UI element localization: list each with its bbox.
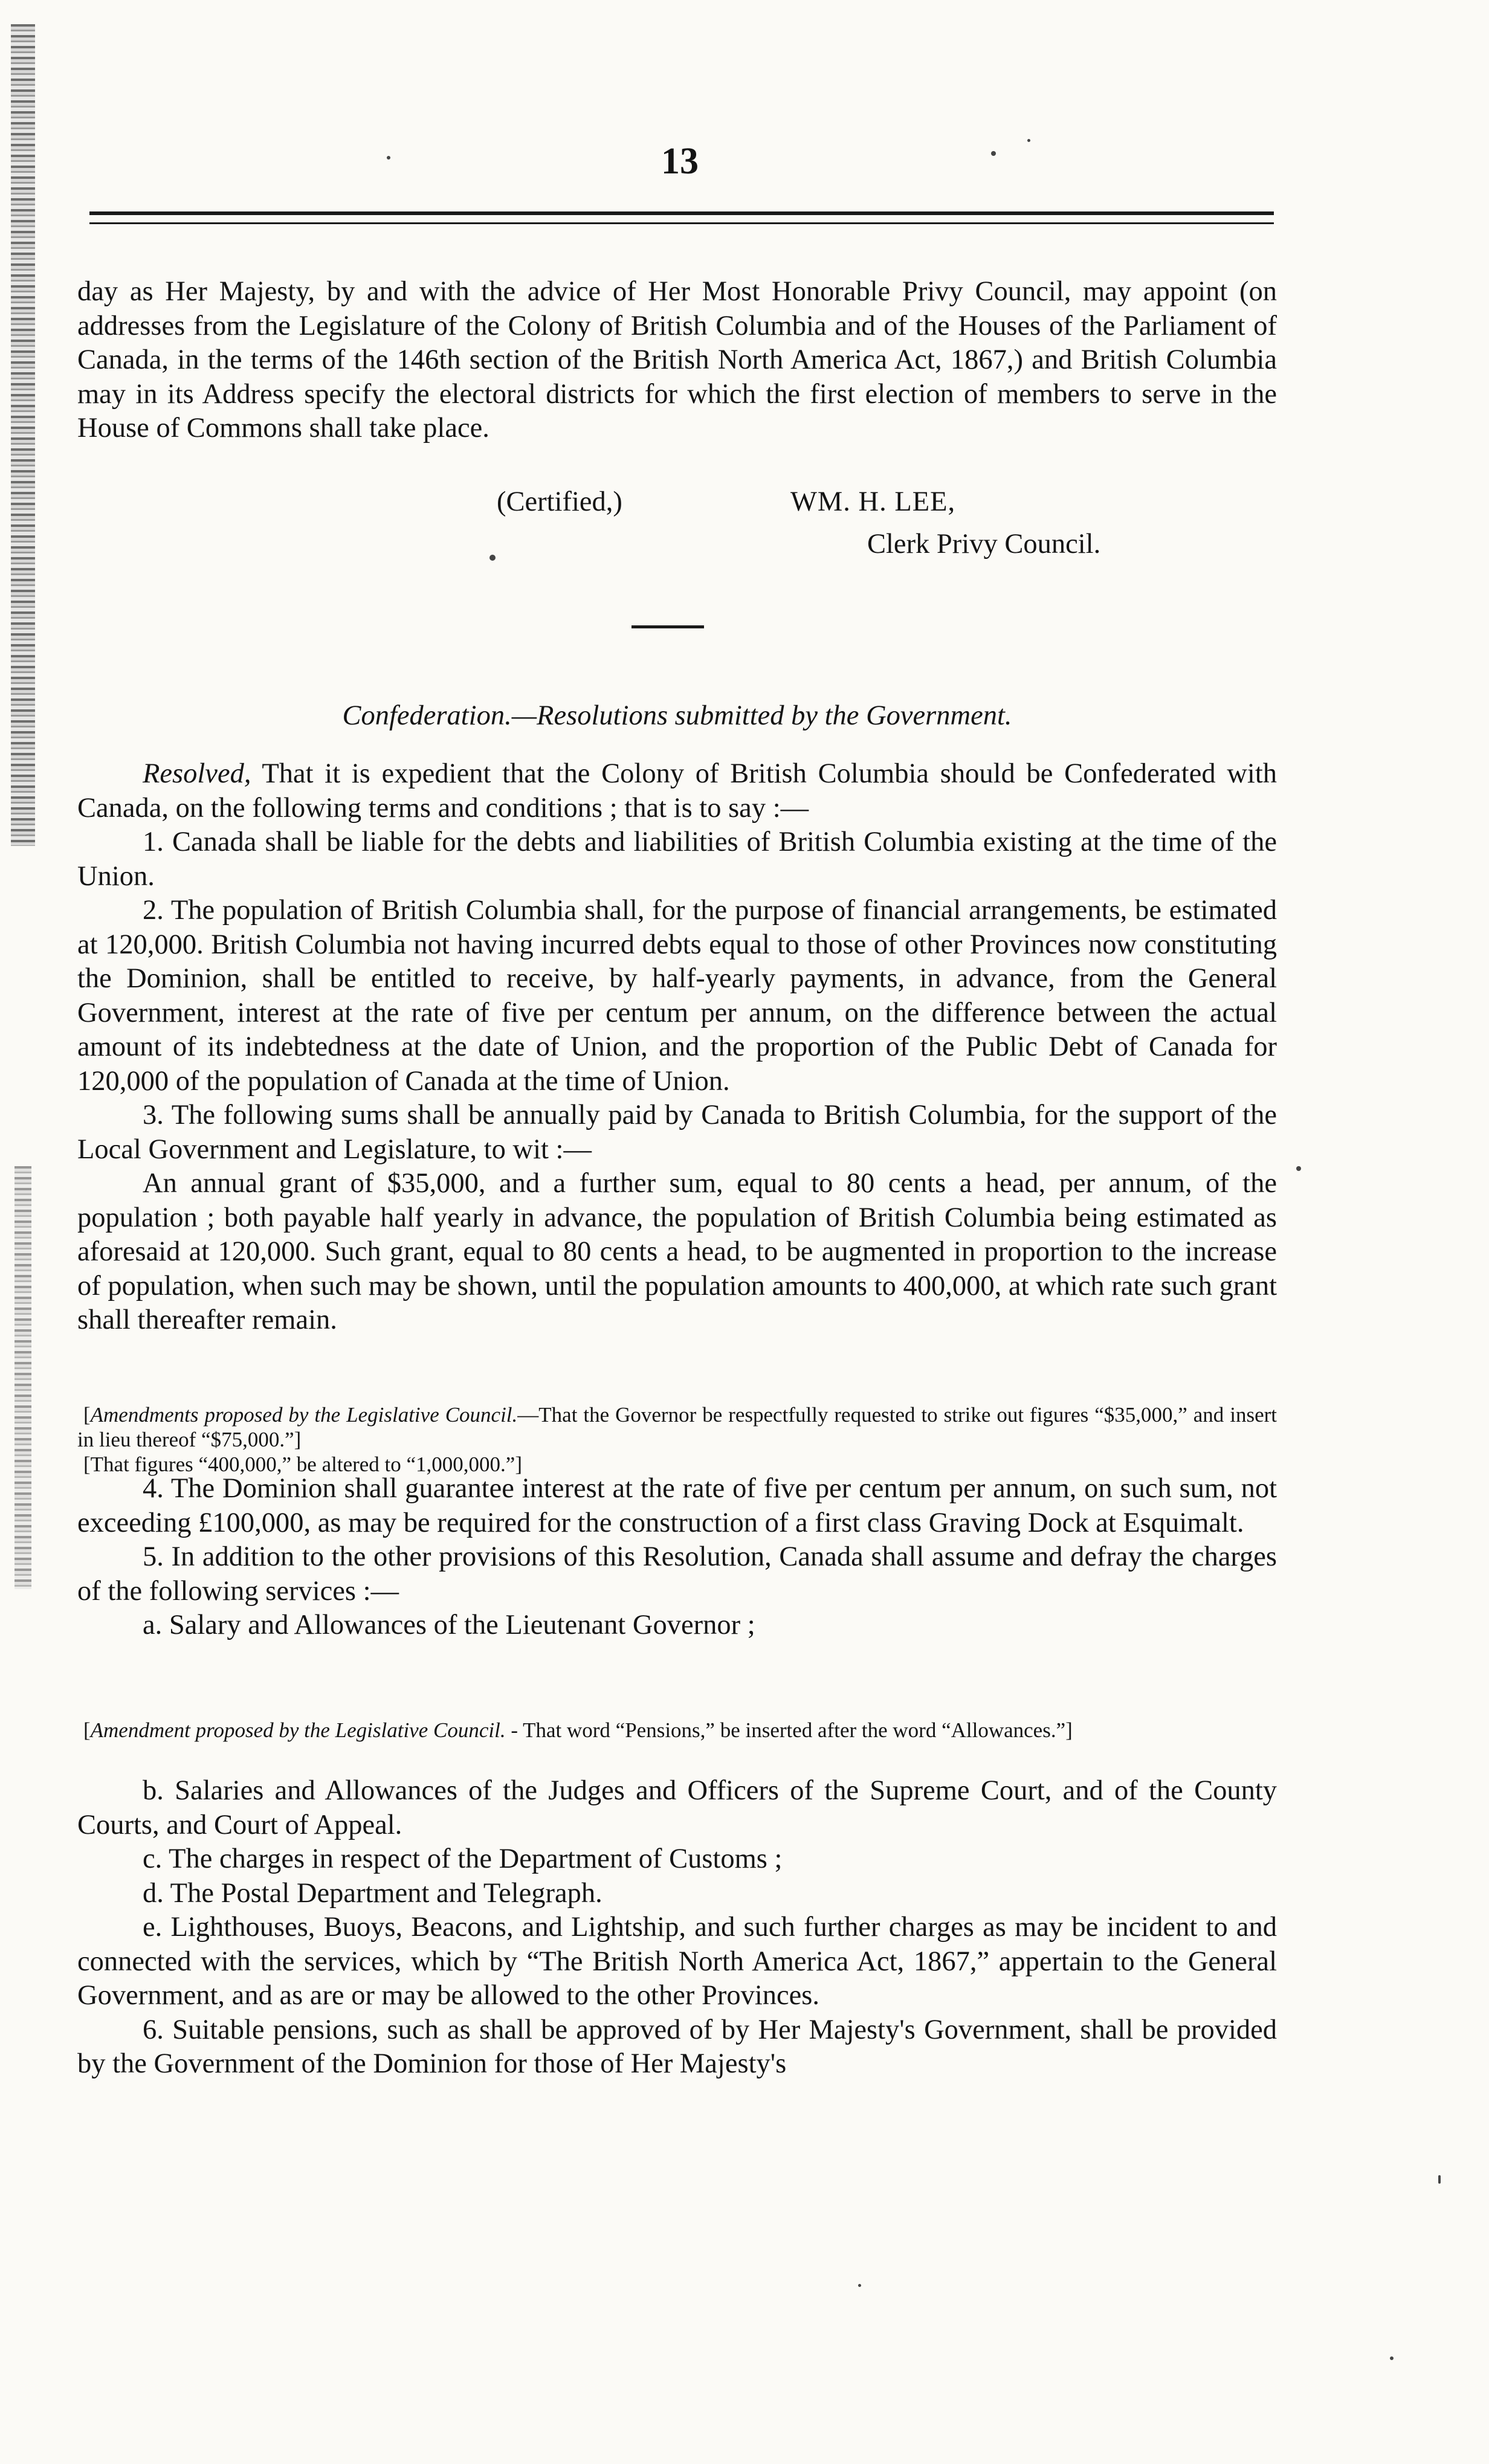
amendment-council-lead: Amendments proposed by the Legislative Council. [90, 1403, 518, 1427]
scan-speck [1296, 1166, 1301, 1171]
opening-paragraph: day as Her Majesty, by and with the advice of Her Most Honorable Privy Council, may appoint (on addresses from the Legislature of the Colony of British Columbia and of the Houses of the Parliament of Canada, in the terms of the 146th section of the British North America Act, 1867,) and British Columbia may in its Address specify the electoral districts for which the first election of members to serve in the House of Commons shall take place. [77, 276, 1277, 443]
amendment-pensions-block [77, 1718, 1277, 1743]
scan-speck [991, 151, 996, 156]
service-b: b. Salaries and Allowances of the Judges and Officers of the Supreme Court, and of the County Courts, and Court of Appeal. [77, 1775, 1277, 1840]
resolution-preamble-text: That it is expedient that the Colony of British Columbia should be Confederated with Canada, on the following terms and conditions ; that is to say :— [77, 758, 1277, 824]
amendments-council-block [77, 1402, 1277, 1477]
resolution-5: 5. In addition to the other provisions of this Resolution, Canada shall assume and defray the charges of the following services :— [77, 1541, 1277, 1607]
resolution-3: 3. The following sums shall be annually paid by Canada to British Columbia, for the support of the Local Government and Legislature, to wit :— [77, 1100, 1277, 1165]
scan-speck [858, 2284, 861, 2287]
scan-speck [1390, 2356, 1394, 2360]
amendment-pensions-lead: Amendment proposed by the Legislative Council. [90, 1718, 506, 1742]
scan-speck [489, 555, 496, 561]
service-e: e. Lighthouses, Buoys, Beacons, and Lightship, and such further charges as may be incident to and connected with the services, which by “The British North America Act, 1867,” appertain to the General Government, and as are or may be allowed to the other Provinces. [77, 1912, 1277, 2011]
amendment-council-text: —That the Governor be respectfully requested to strike out figures “$35,000,” and insert in lieu thereof “$75,000.”] [77, 1403, 1277, 1451]
service-c: c. The charges in respect of the Department of Customs ; [143, 1843, 783, 1874]
signatory-title: Clerk Privy Council. [867, 529, 1101, 560]
service-d: d. The Postal Department and Telegraph. [143, 1877, 602, 1909]
opening-paragraph-block [77, 275, 1277, 446]
page-number: 13 [661, 141, 699, 182]
section-heading: Confederation.—Resolutions submitted by the Government. [342, 700, 1012, 731]
service-a: a. Salary and Allowances of the Lieutenant Governor ; [143, 1610, 755, 1640]
resolution-preamble [77, 757, 1277, 825]
resolution-3-grant: An annual grant of $35,000, and a further sum, equal to 80 cents a head, per annum, of the population ; both payable half yearly in advance, the population of British Columbia being estimated as aforesaid at 120,000. Such grant, equal to 80 cents a head, to be augmented in proportion to the increase of population, when such may be shown, until the population amounts to 400,000, at which rate such grant shall thereafter remain. [77, 1168, 1277, 1335]
resolved-lead: Resolved, [143, 758, 251, 789]
section-divider [631, 625, 704, 628]
amendment-council-2: [That figures “400,000,” be altered to “1,000,000.”] [83, 1453, 522, 1476]
header-rule-thin [89, 222, 1274, 224]
services-block [77, 1774, 1277, 2082]
amendment-pensions: [Amendment proposed by the Legislative Council. - That word “Pensions,” be inserted after the word “Allowances.”] [83, 1718, 1073, 1742]
resolution-1: 1. Canada shall be liable for the debts and liabilities of British Columbia existing at the time of the Union. [77, 827, 1277, 892]
resolution-2: 2. The population of British Columbia shall, for the purpose of financial arrangements, be estimated at 120,000. British Columbia not having incurred debts equal to those of other Provinces now constituting the Dominion, shall be entitled to receive, by half-yearly payments, in advance, from the General Government, interest at the rate of five per centum per annum, on the difference between the actual amount of its indebtedness at the date of Union, and the proportion of the Public Debt of Canada for 120,000 of the population of Canada at the time of Union. [77, 895, 1277, 1097]
scan-edge-artifact [11, 24, 35, 846]
scan-speck [387, 156, 390, 160]
scan-edge-artifact-lower [15, 1166, 31, 1589]
scan-speck [1438, 2175, 1441, 2184]
resolutions-block [77, 757, 1277, 1338]
amendment-pensions-text: - That word “Pensions,” be inserted after the word “Allowances.”] [505, 1718, 1073, 1742]
signatory-name: WM. H. LEE, [790, 486, 956, 517]
header-rule-thick [89, 211, 1274, 215]
resolution-4: 4. The Dominion shall guarantee interest at the rate of five per centum per annum, on such sum, not exceeding £100,000, as may be required for the construction of a first class Graving Dock at Esquimalt. [77, 1473, 1277, 1538]
amendment-council-1: [Amendments proposed by the Legislative Council.—That the Governor be respectfully requested to strike out figures “$35,000,” and insert in lieu thereof “$75,000.”] [77, 1403, 1277, 1451]
scan-speck [1027, 139, 1030, 142]
certified-label: (Certified,) [497, 486, 622, 517]
resolution-6: 6. Suitable pensions, such as shall be approved of by Her Majesty's Government, shall be provided by the Government of the Dominion for those of Her Majesty's [77, 2014, 1277, 2079]
resolutions-continued-block [77, 1472, 1277, 1643]
